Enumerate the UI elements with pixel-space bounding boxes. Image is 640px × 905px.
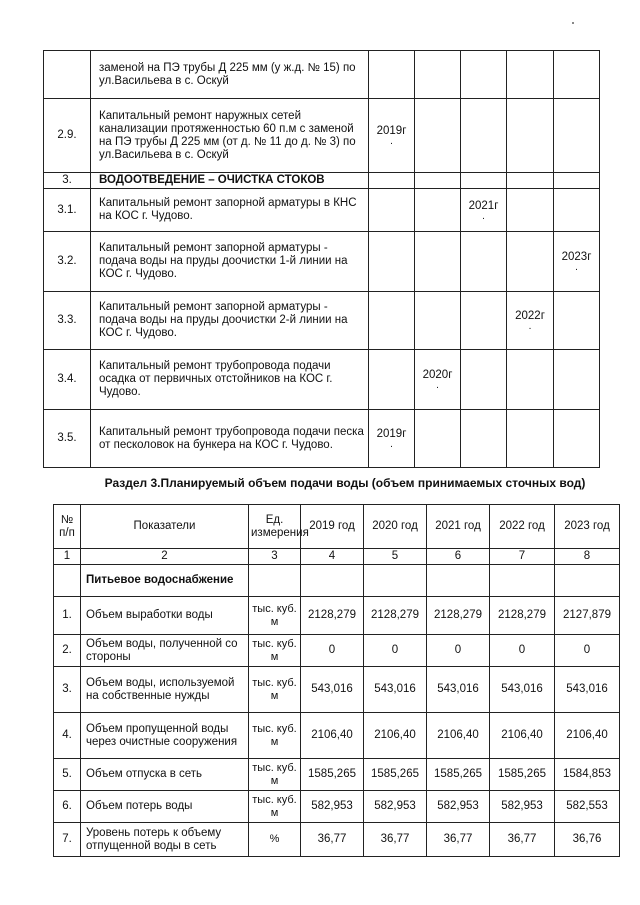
volume-row-label: Объем отпуска в сеть xyxy=(81,759,249,791)
plan-year-cell xyxy=(507,189,554,232)
volume-row-number: 3. xyxy=(54,667,81,713)
plan-year-text: 2023г xyxy=(561,251,592,263)
plan-row-year xyxy=(369,410,415,468)
plan-year-cell xyxy=(369,292,415,350)
volume-value-2022: 2128,279 xyxy=(490,597,555,635)
plan-year-dot: . xyxy=(390,136,393,147)
plan-row-number: 3.5. xyxy=(44,410,91,468)
volume-row-unit: % xyxy=(249,823,301,857)
volume-value-2020: 1585,265 xyxy=(364,759,427,791)
plan-row-number: 3.2. xyxy=(44,232,91,292)
plan-year-text: 2019г xyxy=(376,125,407,137)
plan-year-cell xyxy=(369,189,415,232)
volume-row xyxy=(54,759,620,791)
volume-value-2021: 0 xyxy=(427,635,490,667)
plan-row xyxy=(44,410,600,468)
plan-row-number xyxy=(44,51,91,99)
volume-row-number: 5. xyxy=(54,759,81,791)
volume-value-2022: 2106,40 xyxy=(490,713,555,759)
volume-row-number: 7. xyxy=(54,823,81,857)
volume-value-2019: 582,953 xyxy=(301,791,364,823)
colnum-8: 8 xyxy=(555,549,620,565)
scan-speck xyxy=(572,22,574,24)
plan-year-cell xyxy=(415,410,461,468)
header-2020: 2020 год xyxy=(364,505,427,549)
plan-row-number: 3.4. xyxy=(44,350,91,410)
colnum-5: 5 xyxy=(364,549,427,565)
volume-value-2021: 582,953 xyxy=(427,791,490,823)
colnum-1: 1 xyxy=(54,549,81,565)
volume-row xyxy=(54,597,620,635)
volume-row-number: 1. xyxy=(54,597,81,635)
plan-year-cell xyxy=(554,189,600,232)
volume-value-2019: 2128,279 xyxy=(301,597,364,635)
plan-year-text: 2019г xyxy=(376,428,407,440)
header-2022: 2022 год xyxy=(490,505,555,549)
volume-value-2020: 543,016 xyxy=(364,667,427,713)
plan-year-cell xyxy=(507,173,554,189)
plan-row xyxy=(44,232,600,292)
volume-row-label: Объем воды, используемой на собственные нужды xyxy=(81,667,249,713)
header-unit: Ед. измерения xyxy=(249,505,301,549)
plan-year-dot: . xyxy=(390,439,393,450)
volume-value-2021: 2106,40 xyxy=(427,713,490,759)
plan-year-cell xyxy=(461,410,507,468)
plan-row xyxy=(44,99,600,173)
plan-year-cell xyxy=(415,99,461,173)
plan-row-year xyxy=(369,99,415,173)
plan-row-year xyxy=(461,189,507,232)
header-row xyxy=(54,505,620,549)
plan-row-description: Капитальный ремонт трубопровода подачи песка от песколовок на бункера на КОС г. Чудово. xyxy=(91,410,369,468)
plan-row-description: замeной на ПЭ трубы Д 225 мм (у ж.д. № 15) по ул.Васильева в с. Оскуй xyxy=(91,51,369,99)
volume-row-label: Уровень потерь к объему отпущенной воды в сеть xyxy=(81,823,249,857)
plan-row-description: ВОДООТВЕДЕНИЕ – ОЧИСТКА СТОКОВ xyxy=(91,173,369,189)
volume-value-2021: 543,016 xyxy=(427,667,490,713)
volume-value-2023: 2127,879 xyxy=(555,597,620,635)
plan-row-year xyxy=(415,350,461,410)
plan-row-year xyxy=(507,292,554,350)
plan-row-description: Капитальный ремонт запорной арматуры - подача воды на пруды доочистки 1-й линии на КОС г. Чудово. xyxy=(91,232,369,292)
volume-row xyxy=(54,823,620,857)
volume-value-2023: 1584,853 xyxy=(555,759,620,791)
volume-row xyxy=(54,635,620,667)
plan-year-cell xyxy=(507,410,554,468)
plan-year-dot: . xyxy=(436,380,439,391)
volume-row-unit: тыс. куб. м xyxy=(249,713,301,759)
group-row xyxy=(54,565,620,597)
plan-year-cell xyxy=(415,173,461,189)
volume-row-label: Объем воды, полученной со стороны xyxy=(81,635,249,667)
plan-year-cell xyxy=(461,232,507,292)
plan-year-dot: . xyxy=(528,321,532,332)
plan-year-cell xyxy=(554,350,600,410)
plan-year-dot: . xyxy=(575,262,578,273)
volume-value-2021: 2128,279 xyxy=(427,597,490,635)
plan-row-number: 2.9. xyxy=(44,99,91,173)
repair-plan-table xyxy=(43,50,600,468)
volume-value-2019: 0 xyxy=(301,635,364,667)
group-label: Питьевое водоснабжение xyxy=(81,565,249,597)
plan-year-cell xyxy=(415,232,461,292)
volume-value-2022: 1585,265 xyxy=(490,759,555,791)
volume-value-2019: 2106,40 xyxy=(301,713,364,759)
plan-year-cell xyxy=(369,173,415,189)
plan-year-cell xyxy=(507,232,554,292)
header-num: № п/п xyxy=(54,505,81,549)
plan-row-number: 3.1. xyxy=(44,189,91,232)
colnum-6: 6 xyxy=(427,549,490,565)
plan-year-text: 2021г xyxy=(468,199,499,212)
volume-row-unit: тыс. куб. м xyxy=(249,791,301,823)
volume-value-2023: 36,76 xyxy=(555,823,620,857)
volume-row-unit: тыс. куб. м xyxy=(249,759,301,791)
volume-row-label: Объем выработки воды xyxy=(81,597,249,635)
plan-row-description: Капитальный ремонт наружных сетей канализации протяженностью 60 п.м с замeной на ПЭ трубы Д 225 мм (от д. № 11 до д. № 3) по ул.Васильева в с. Оскуй xyxy=(91,99,369,173)
header-2023: 2023 год xyxy=(555,505,620,549)
plan-year-cell xyxy=(554,51,600,99)
volume-row-number: 2. xyxy=(54,635,81,667)
plan-year-cell xyxy=(507,350,554,410)
colnum-2: 2 xyxy=(81,549,249,565)
volume-value-2021: 36,77 xyxy=(427,823,490,857)
plan-year-cell xyxy=(369,350,415,410)
volume-row-number: 4. xyxy=(54,713,81,759)
plan-year-cell xyxy=(415,292,461,350)
volume-value-2022: 0 xyxy=(490,635,555,667)
volume-row-unit: тыс. куб. м xyxy=(249,635,301,667)
volume-value-2023: 0 xyxy=(555,635,620,667)
plan-year-cell xyxy=(369,51,415,99)
plan-year-text: 2022г xyxy=(515,310,545,322)
header-indicator: Показатели xyxy=(81,505,249,549)
plan-year-dot: . xyxy=(482,210,485,222)
plan-year-cell xyxy=(461,173,507,189)
plan-year-cell xyxy=(461,350,507,410)
volume-value-2019: 543,016 xyxy=(301,667,364,713)
plan-year-text: 2020г xyxy=(422,369,453,381)
plan-year-cell xyxy=(461,51,507,99)
plan-year-cell xyxy=(415,189,461,232)
volume-value-2020: 0 xyxy=(364,635,427,667)
plan-year-cell xyxy=(461,292,507,350)
plan-year-cell xyxy=(554,292,600,350)
volume-row xyxy=(54,667,620,713)
volume-value-2020: 2128,279 xyxy=(364,597,427,635)
plan-row-number: 3.3. xyxy=(44,292,91,350)
plan-year-cell xyxy=(554,410,600,468)
volume-row xyxy=(54,713,620,759)
plan-row xyxy=(44,189,600,232)
water-volume-table xyxy=(53,504,620,857)
volume-value-2020: 2106,40 xyxy=(364,713,427,759)
volume-row-unit: тыс. куб. м xyxy=(249,597,301,635)
plan-row-description: Капитальный ремонт трубопровода подачи осадка от первичных отстойников на КОС г. Чудово. xyxy=(91,350,369,410)
volume-row-label: Объем потерь воды xyxy=(81,791,249,823)
volume-value-2022: 582,953 xyxy=(490,791,555,823)
volume-value-2022: 543,016 xyxy=(490,667,555,713)
volume-value-2020: 36,77 xyxy=(364,823,427,857)
volume-row-label: Объем пропущенной воды через очистные сооружения xyxy=(81,713,249,759)
plan-year-cell xyxy=(415,51,461,99)
header-2021: 2021 год xyxy=(427,505,490,549)
volume-value-2023: 582,553 xyxy=(555,791,620,823)
volume-value-2020: 582,953 xyxy=(364,791,427,823)
section-title: Раздел 3.Планируемый объем подачи воды (объем принимаемых сточных вод) xyxy=(104,476,586,490)
colnum-3: 3 xyxy=(249,549,301,565)
volume-value-2019: 1585,265 xyxy=(301,759,364,791)
volume-value-2023: 2106,40 xyxy=(555,713,620,759)
plan-row xyxy=(44,350,600,410)
column-number-row xyxy=(54,549,620,565)
plan-year-cell xyxy=(507,51,554,99)
plan-year-cell xyxy=(554,99,600,173)
plan-year-cell xyxy=(507,99,554,173)
plan-row xyxy=(44,292,600,350)
colnum-4: 4 xyxy=(301,549,364,565)
plan-row xyxy=(44,173,600,189)
plan-row xyxy=(44,51,600,99)
plan-year-cell xyxy=(554,173,600,189)
colnum-7: 7 xyxy=(490,549,555,565)
volume-row xyxy=(54,791,620,823)
volume-row-number: 6. xyxy=(54,791,81,823)
header-2019: 2019 год xyxy=(301,505,364,549)
plan-row-year xyxy=(554,232,600,292)
plan-row-description: Капитальный ремонт запорной арматуры - подача воды на пруды доочистки 2-й линии на КОС г. Чудово. xyxy=(91,292,369,350)
volume-value-2019: 36,77 xyxy=(301,823,364,857)
plan-year-cell xyxy=(369,232,415,292)
volume-value-2021: 1585,265 xyxy=(427,759,490,791)
plan-row-number: 3. xyxy=(44,173,91,189)
volume-value-2022: 36,77 xyxy=(490,823,555,857)
volume-row-unit: тыс. куб. м xyxy=(249,667,301,713)
plan-row-description: Капитальный ремонт запорной арматуры в КНС на КОС г. Чудово. xyxy=(91,189,369,232)
volume-value-2023: 543,016 xyxy=(555,667,620,713)
plan-year-cell xyxy=(461,99,507,173)
